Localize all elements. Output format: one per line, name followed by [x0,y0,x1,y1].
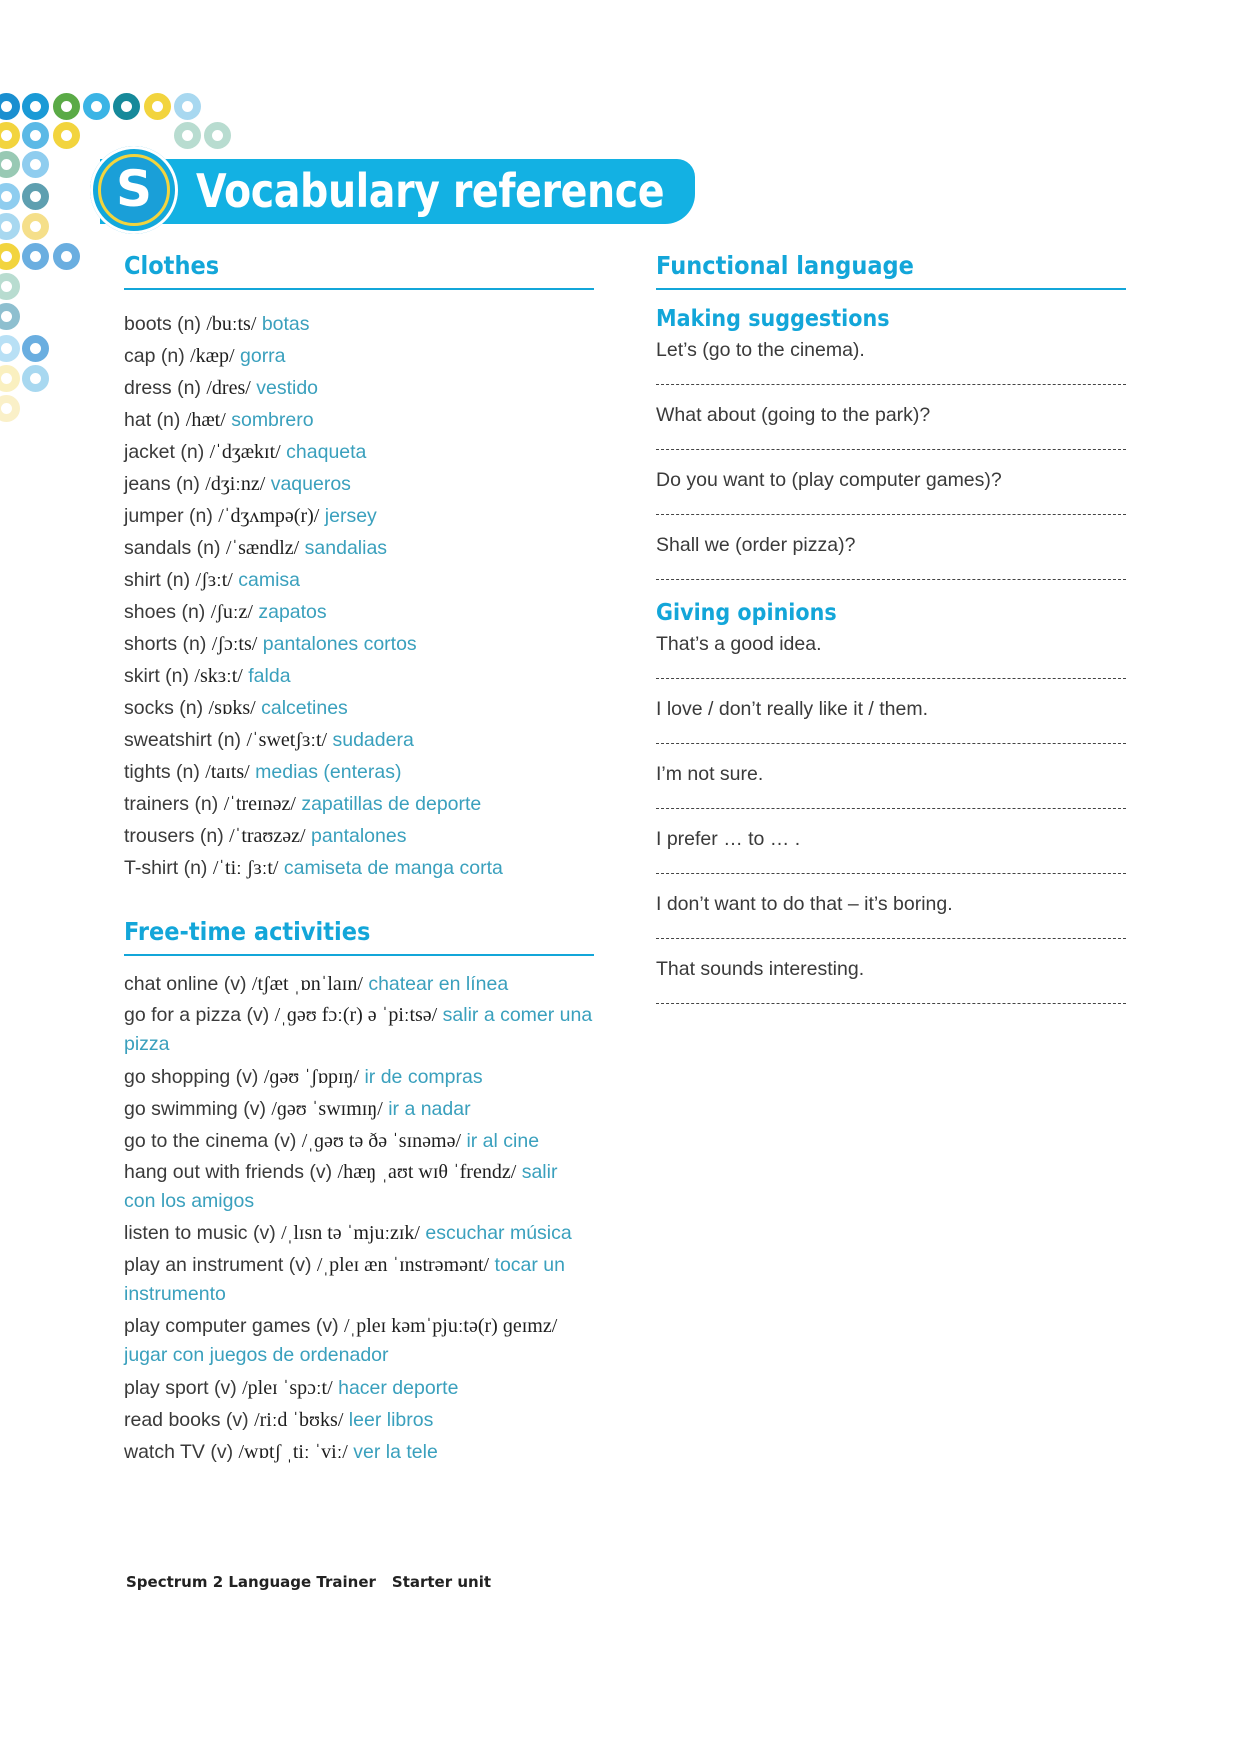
vocab-translation: pantalones cortos [262,633,417,655]
decorative-ring [0,365,20,392]
heading-rule [124,954,594,956]
writing-line [656,873,1126,874]
vocab-entry [124,1311,594,1372]
decorative-ring [53,93,80,120]
footer-unit: Starter unit [391,1573,492,1591]
writing-line [656,579,1126,580]
phrase: I prefer … to … . [656,828,801,850]
vocab-entry [124,1157,594,1218]
vocab-translation: sandalias [304,537,388,559]
decorative-ring [83,93,110,120]
vocab-phonetic: /ˈtraʊzəz/ [229,825,306,847]
vocab-word: boots (n) [124,313,201,335]
vocab-word: cap (n) [124,345,185,367]
vocab-word: play computer games (v) [124,1315,339,1337]
vocab-phonetic: /ˈswetʃɜːt/ [246,729,328,751]
vocab-translation: escuchar música [425,1222,572,1244]
vocab-word: trousers (n) [124,825,224,847]
vocab-translation: salir a comer una pizza [124,1004,593,1055]
vocab-translation: hacer deporte [338,1377,459,1399]
vocab-entry [124,372,594,404]
vocab-word: T-shirt (n) [124,857,208,879]
vocab-translation: camisa [238,569,301,591]
vocab-translation: leer libros [348,1409,434,1431]
free-time-list [124,968,594,1468]
vocab-entry [124,564,594,596]
vocab-word: trainers (n) [124,793,219,815]
decorative-ring [0,93,20,120]
vocab-translation: zapatillas de deporte [301,793,482,815]
vocab-entry [124,628,594,660]
writing-line [656,743,1126,744]
phrase: Let’s (go to the cinema). [656,339,865,361]
writing-line [656,384,1126,385]
vocab-phonetic: /dʒiːnz/ [205,473,266,495]
decorative-ring [174,93,201,120]
vocab-entry [124,404,594,436]
vocab-entry [124,852,594,884]
decorative-ring [22,365,49,392]
vocab-word: listen to music (v) [124,1222,276,1244]
decorative-ring [204,122,231,149]
vocab-entry [124,1250,594,1311]
vocab-word: read books (v) [124,1409,249,1431]
free-time-heading: Free-time activities [124,917,371,946]
vocab-entry [124,820,594,852]
decorative-ring [22,335,49,362]
vocab-phonetic: /ˌɡəʊ fɔː(r) ə ˈpiːtsə/ [274,1004,438,1026]
vocab-phonetic: /hæŋ ˌaʊt wɪθ ˈfrendz/ [337,1161,517,1183]
vocab-phonetic: /kæp/ [190,345,235,367]
vocab-phonetic: /taɪts/ [205,761,250,783]
decorative-ring [22,93,49,120]
decorative-ring [22,151,49,178]
phrase: What about (going to the park)? [656,404,931,426]
vocab-translation: sudadera [332,729,414,751]
decorative-ring [22,122,49,149]
badge-letter: S [98,154,170,226]
decorative-ring [113,93,140,120]
opinions-list [656,630,1126,1004]
vocab-entry [124,1125,594,1157]
vocab-entry [124,968,594,1000]
vocab-word: sandals (n) [124,537,221,559]
vocab-entry [124,1218,594,1250]
vocab-word: skirt (n) [124,665,189,687]
clothes-heading: Clothes [124,251,220,280]
vocab-entry [124,1372,594,1404]
vocab-entry [124,340,594,372]
vocab-entry [124,692,594,724]
vocab-word: chat online (v) [124,973,247,995]
vocab-word: jacket (n) [124,441,205,463]
heading-rule [656,288,1126,290]
vocab-translation: tocar un instrumento [124,1254,565,1305]
decorative-ring [0,335,20,362]
decorative-ring [0,122,20,149]
vocab-translation: medias (enteras) [255,761,402,783]
vocab-word: go for a pizza (v) [124,1004,270,1026]
vocab-word: go shopping (v) [124,1066,259,1088]
writing-line [656,449,1126,450]
vocab-phonetic: /ˈdʒækɪt/ [209,441,281,463]
vocab-entry [124,660,594,692]
vocab-translation: salir con los amigos [124,1161,558,1212]
vocab-word: hat (n) [124,409,181,431]
phrase: That sounds interesting. [656,958,865,980]
vocab-phonetic: /ˌpleɪ æn ˈɪnstrəmənt/ [316,1254,490,1276]
vocab-translation: botas [261,313,310,335]
vocab-word: play sport (v) [124,1377,237,1399]
page-title: Vocabulary reference [196,164,665,218]
vocab-phonetic: /ˈtiː ʃɜːt/ [212,857,279,879]
vocab-word: sweatshirt (n) [124,729,242,751]
decorative-ring [0,183,20,210]
decorative-ring [0,213,20,240]
decorative-ring [0,303,20,330]
vocab-translation: vestido [256,377,319,399]
vocab-word: go to the cinema (v) [124,1130,297,1152]
vocab-word: shirt (n) [124,569,191,591]
phrase: Shall we (order pizza)? [656,534,856,556]
clothes-list [124,308,594,884]
heading-rule [124,288,594,290]
decorative-ring [53,122,80,149]
vocab-translation: zapatos [258,601,327,623]
vocab-phonetic: /skɜːt/ [194,665,243,687]
vocab-translation: ver la tele [353,1441,438,1463]
vocab-phonetic: /ɡəʊ ˈʃɒpɪŋ/ [263,1066,360,1088]
vocab-translation: falda [248,665,291,687]
vocab-translation: vaqueros [270,473,351,495]
vocab-word: watch TV (v) [124,1441,234,1463]
vocab-word: hang out with friends (v) [124,1161,333,1183]
vocab-word: jumper (n) [124,505,213,527]
vocab-phonetic: /wɒtʃ ˌtiː ˈviː/ [238,1441,348,1463]
writing-line [656,808,1126,809]
functional-heading: Functional language [656,251,914,280]
vocab-phonetic: /ɡəʊ ˈswɪmɪŋ/ [271,1098,383,1120]
decorative-ring [22,213,49,240]
vocab-translation: ir de compras [364,1066,483,1088]
decorative-ring [22,243,49,270]
vocab-phonetic: /sɒks/ [208,697,256,719]
vocab-entry [124,1436,594,1468]
writing-line [656,1003,1126,1004]
vocab-entry [124,468,594,500]
vocab-phonetic: /hæt/ [185,409,226,431]
vocab-phonetic: /ʃɔːts/ [211,633,258,655]
vocab-translation: jugar con juegos de ordenador [124,1344,389,1366]
vocab-translation: ir a nadar [388,1098,471,1120]
vocab-entry [124,436,594,468]
vocab-word: go swimming (v) [124,1098,266,1120]
vocab-entry [124,532,594,564]
vocab-translation: camiseta de manga corta [283,857,503,879]
vocab-translation: gorra [240,345,286,367]
writing-line [656,514,1126,515]
vocab-entry [124,724,594,756]
phrase: That’s a good idea. [656,633,822,655]
vocab-entry [124,788,594,820]
vocab-phonetic: /pleɪ ˈspɔːt/ [242,1377,333,1399]
vocab-translation: sombrero [231,409,314,431]
vocab-entry [124,1093,594,1125]
decorative-ring [22,183,49,210]
vocab-word: play an instrument (v) [124,1254,312,1276]
vocab-entry [124,308,594,340]
making-suggestions-heading: Making suggestions [656,306,890,332]
vocab-word: shoes (n) [124,601,206,623]
vocab-word: dress (n) [124,377,201,399]
writing-line [656,678,1126,679]
vocab-translation: chatear en línea [368,973,509,995]
unit-badge [90,146,178,234]
vocab-translation: ir al cine [466,1130,540,1152]
vocab-translation: jersey [324,505,377,527]
left-column [124,246,594,1468]
vocab-phonetic: /dres/ [206,377,251,399]
decorative-ring [0,243,20,270]
right-column [656,246,1126,1020]
vocab-phonetic: /ˌpleɪ kəmˈpjuːtə(r) ɡeɪmz/ [344,1315,558,1337]
vocab-word: shorts (n) [124,633,207,655]
phrase: Do you want to (play computer games)? [656,469,1002,491]
writing-line [656,938,1126,939]
vocab-word: tights (n) [124,761,200,783]
decorative-ring [53,243,80,270]
phrase: I love / don’t really like it / them. [656,698,929,720]
vocab-translation: chaqueta [286,441,367,463]
vocab-entry [124,1061,594,1093]
phrase: I don’t want to do that – it’s boring. [656,893,953,915]
vocab-phonetic: /ˌɡəʊ tə ðə ˈsɪnəmə/ [301,1130,462,1152]
giving-opinions-heading: Giving opinions [656,600,837,626]
phrase: I’m not sure. [656,763,764,785]
vocab-entry [124,756,594,788]
vocab-entry [124,1000,594,1061]
decorative-ring [174,122,201,149]
vocab-phonetic: /buːts/ [206,313,257,335]
vocab-word: socks (n) [124,697,204,719]
suggestions-list [656,336,1126,580]
footer-book: Spectrum 2 Language Trainer [126,1573,376,1591]
decorative-ring [0,273,20,300]
vocab-phonetic: /ʃɜːt/ [195,569,233,591]
decorative-ring [144,93,171,120]
vocab-translation: calcetines [261,697,348,719]
decorative-ring [0,151,20,178]
vocab-phonetic: /ˈdʒʌmpə(r)/ [218,505,320,527]
vocab-entry [124,596,594,628]
vocab-phonetic: /ˈtreɪnəz/ [223,793,296,815]
vocab-translation: pantalones [311,825,407,847]
vocab-entry [124,1404,594,1436]
vocab-entry [124,500,594,532]
vocab-phonetic: /ˈsændlz/ [225,537,300,559]
vocab-phonetic: /ˌlɪsn tə ˈmjuːzɪk/ [281,1222,420,1244]
vocab-word: jeans (n) [124,473,200,495]
vocab-phonetic: /ʃuːz/ [210,601,253,623]
decorative-ring [0,395,20,422]
footer [126,1573,491,1591]
vocab-phonetic: /riːd ˈbʊks/ [254,1409,344,1431]
vocab-phonetic: /tʃæt ˌɒnˈlaɪn/ [251,973,363,995]
